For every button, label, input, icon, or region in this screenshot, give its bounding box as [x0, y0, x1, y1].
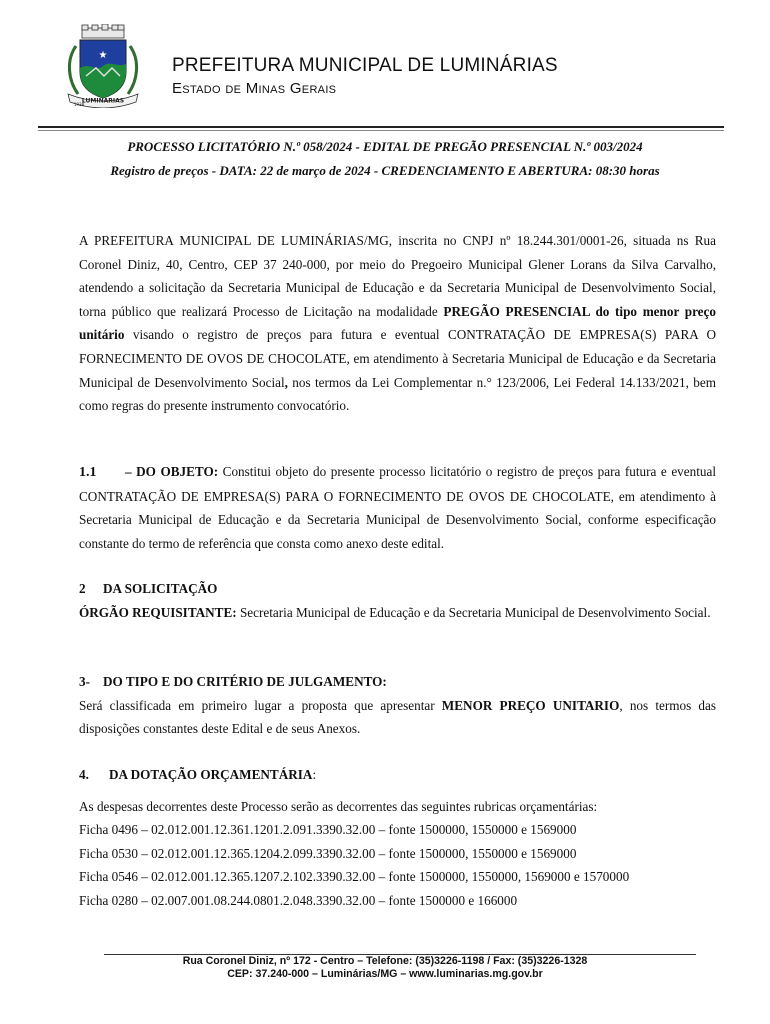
crest-crown [82, 24, 124, 38]
budget-line-item: Ficha 0280 – 02.007.001.08.244.0801.2.048.3390.32.00 – fonte 1500000 e 166000 [79, 892, 518, 908]
requesting-body-label: ÓRGÃO REQUISITANTE: [79, 604, 237, 620]
crest-year: 1938 [74, 102, 85, 107]
intro-paragraph [79, 229, 716, 418]
section-3-text-after: , nos termos das disposições constantes deste Edital e de seus Anexos. [79, 697, 716, 737]
header-divider-thin [38, 130, 724, 131]
section-4-title: DA DOTAÇÃO ORÇAMENTÁRIA [109, 767, 313, 782]
section-3-criteria [79, 670, 716, 741]
section-4-budget [79, 763, 716, 913]
intro-comma: , [284, 374, 288, 390]
section-3-title: DO TIPO E DO CRITÉRIO DE JULGAMENTO: [103, 674, 387, 689]
municipality-title: PREFEITURA MUNICIPAL DE LUMINÁRIAS [172, 55, 558, 76]
section-2-title: DA SOLICITAÇÃO [103, 581, 218, 596]
section-1-object [79, 460, 716, 555]
footer-contact: CEP: 37.240-000 – Luminárias/MG – www.luminarias.mg.gov.br [227, 968, 543, 980]
intro-modality-bold: PREGÃO PRESENCIAL do tipo menor preço unitário [79, 303, 716, 343]
budget-line-item: Ficha 0546 – 02.012.001.12.365.1207.2.102.3390.32.00 – fonte 1500000, 1550000, 1569000 e 1570000 [79, 869, 630, 885]
section-4-number: 4. [79, 767, 89, 782]
section-1-title: – DO OBJETO: [125, 464, 219, 479]
section-4-intro: As despesas decorrentes deste Processo serão as decorrentes das seguintes rubricas orçamentárias: [79, 798, 598, 814]
municipal-crest-logo [62, 24, 144, 108]
section-2-request [79, 577, 716, 624]
crest-branch-left [69, 46, 78, 94]
crest-branch-right [128, 46, 137, 94]
requesting-body-text: Secretaria Municipal de Educação e da Secretaria Municipal de Desenvolvimento Social. [236, 604, 711, 620]
state-subtitle: Estado de Minas Gerais [172, 80, 337, 97]
section-3-number: 3- [79, 674, 90, 689]
crest-banner-text: LUMINÁRIAS [81, 97, 125, 105]
header-divider [38, 126, 724, 128]
section-3-bold: MENOR PREÇO UNITARIO [441, 697, 620, 713]
intro-text-1: A PREFEITURA MUNICIPAL DE LUMINÁRIAS/MG, inscrita no CNPJ nº 18.244.301/0001-26, situada ns Rua Coronel Diniz, 40, Centro, CEP 37 240-000, por meio do Pregoeiro Municipal Glener Lorans da Silva Carvalho, atendendo a solicitação da Secretaria Municipal de Educação e da Secretaria Municipal de Desenvolvimento Social, torna público que realizará Processo de Licitação na modalidade [79, 233, 716, 319]
budget-line-item: Ficha 0530 – 02.012.001.12.365.1204.2.099.3390.32.00 – fonte 1500000, 1550000 e 1569000 [79, 845, 577, 861]
process-heading: PROCESSO LICITATÓRIO N.º 058/2024 - EDITAL DE PREGÃO PRESENCIAL N.º 003/2024 [127, 139, 643, 154]
svg-text:★: ★ [98, 50, 108, 61]
footer-address: Rua Coronel Diniz, nº 172 - Centro – Telefone: (35)3226-1198 / Fax: (35)3226-1328 [182, 955, 588, 967]
section-4-colon: : [312, 767, 317, 782]
section-1-text: Constitui objeto do presente processo licitatório o registro de preços para futura e eventual CONTRATAÇÃO DE EMPRESA(S) PARA O FORNECIMENTO DE OVOS DE CHOCOLATE, em atendimento à Secretaria Municipal de Educação e da Secretaria Municipal de Desenvolvimento Social, conforme especificação constante do termo de referência que consta como anexo deste edital. [79, 464, 716, 551]
section-2-number: 2 [79, 581, 86, 596]
budget-line-item: Ficha 0496 – 02.012.001.12.361.1201.2.091.3390.32.00 – fonte 1500000, 1550000 e 1569000 [79, 822, 577, 838]
section-1-number: 1.1 [79, 465, 97, 480]
intro-text-2: visando o registro de preços para futura e eventual CONTRATAÇÃO DE EMPRESA(S) PARA O FORNECIMENTO DE OVOS DE CHOCOLATE, em atendimento à Secretaria Municipal de Educação e da Secretaria Municipal de Desenvolvimento Social [79, 327, 716, 390]
process-subheading: Registro de preços - DATA: 22 de março de 2024 - CREDENCIAMENTO E ABERTURA: 08:30 horas [110, 163, 660, 178]
intro-text-3: nos termos da Lei Complementar n.° 123/2006, Lei Federal 14.133/2021, bem como regras do presente instrumento convocatório. [79, 374, 716, 414]
section-3-text-before: Será classificada em primeiro lugar a proposta que apresentar [79, 697, 442, 713]
